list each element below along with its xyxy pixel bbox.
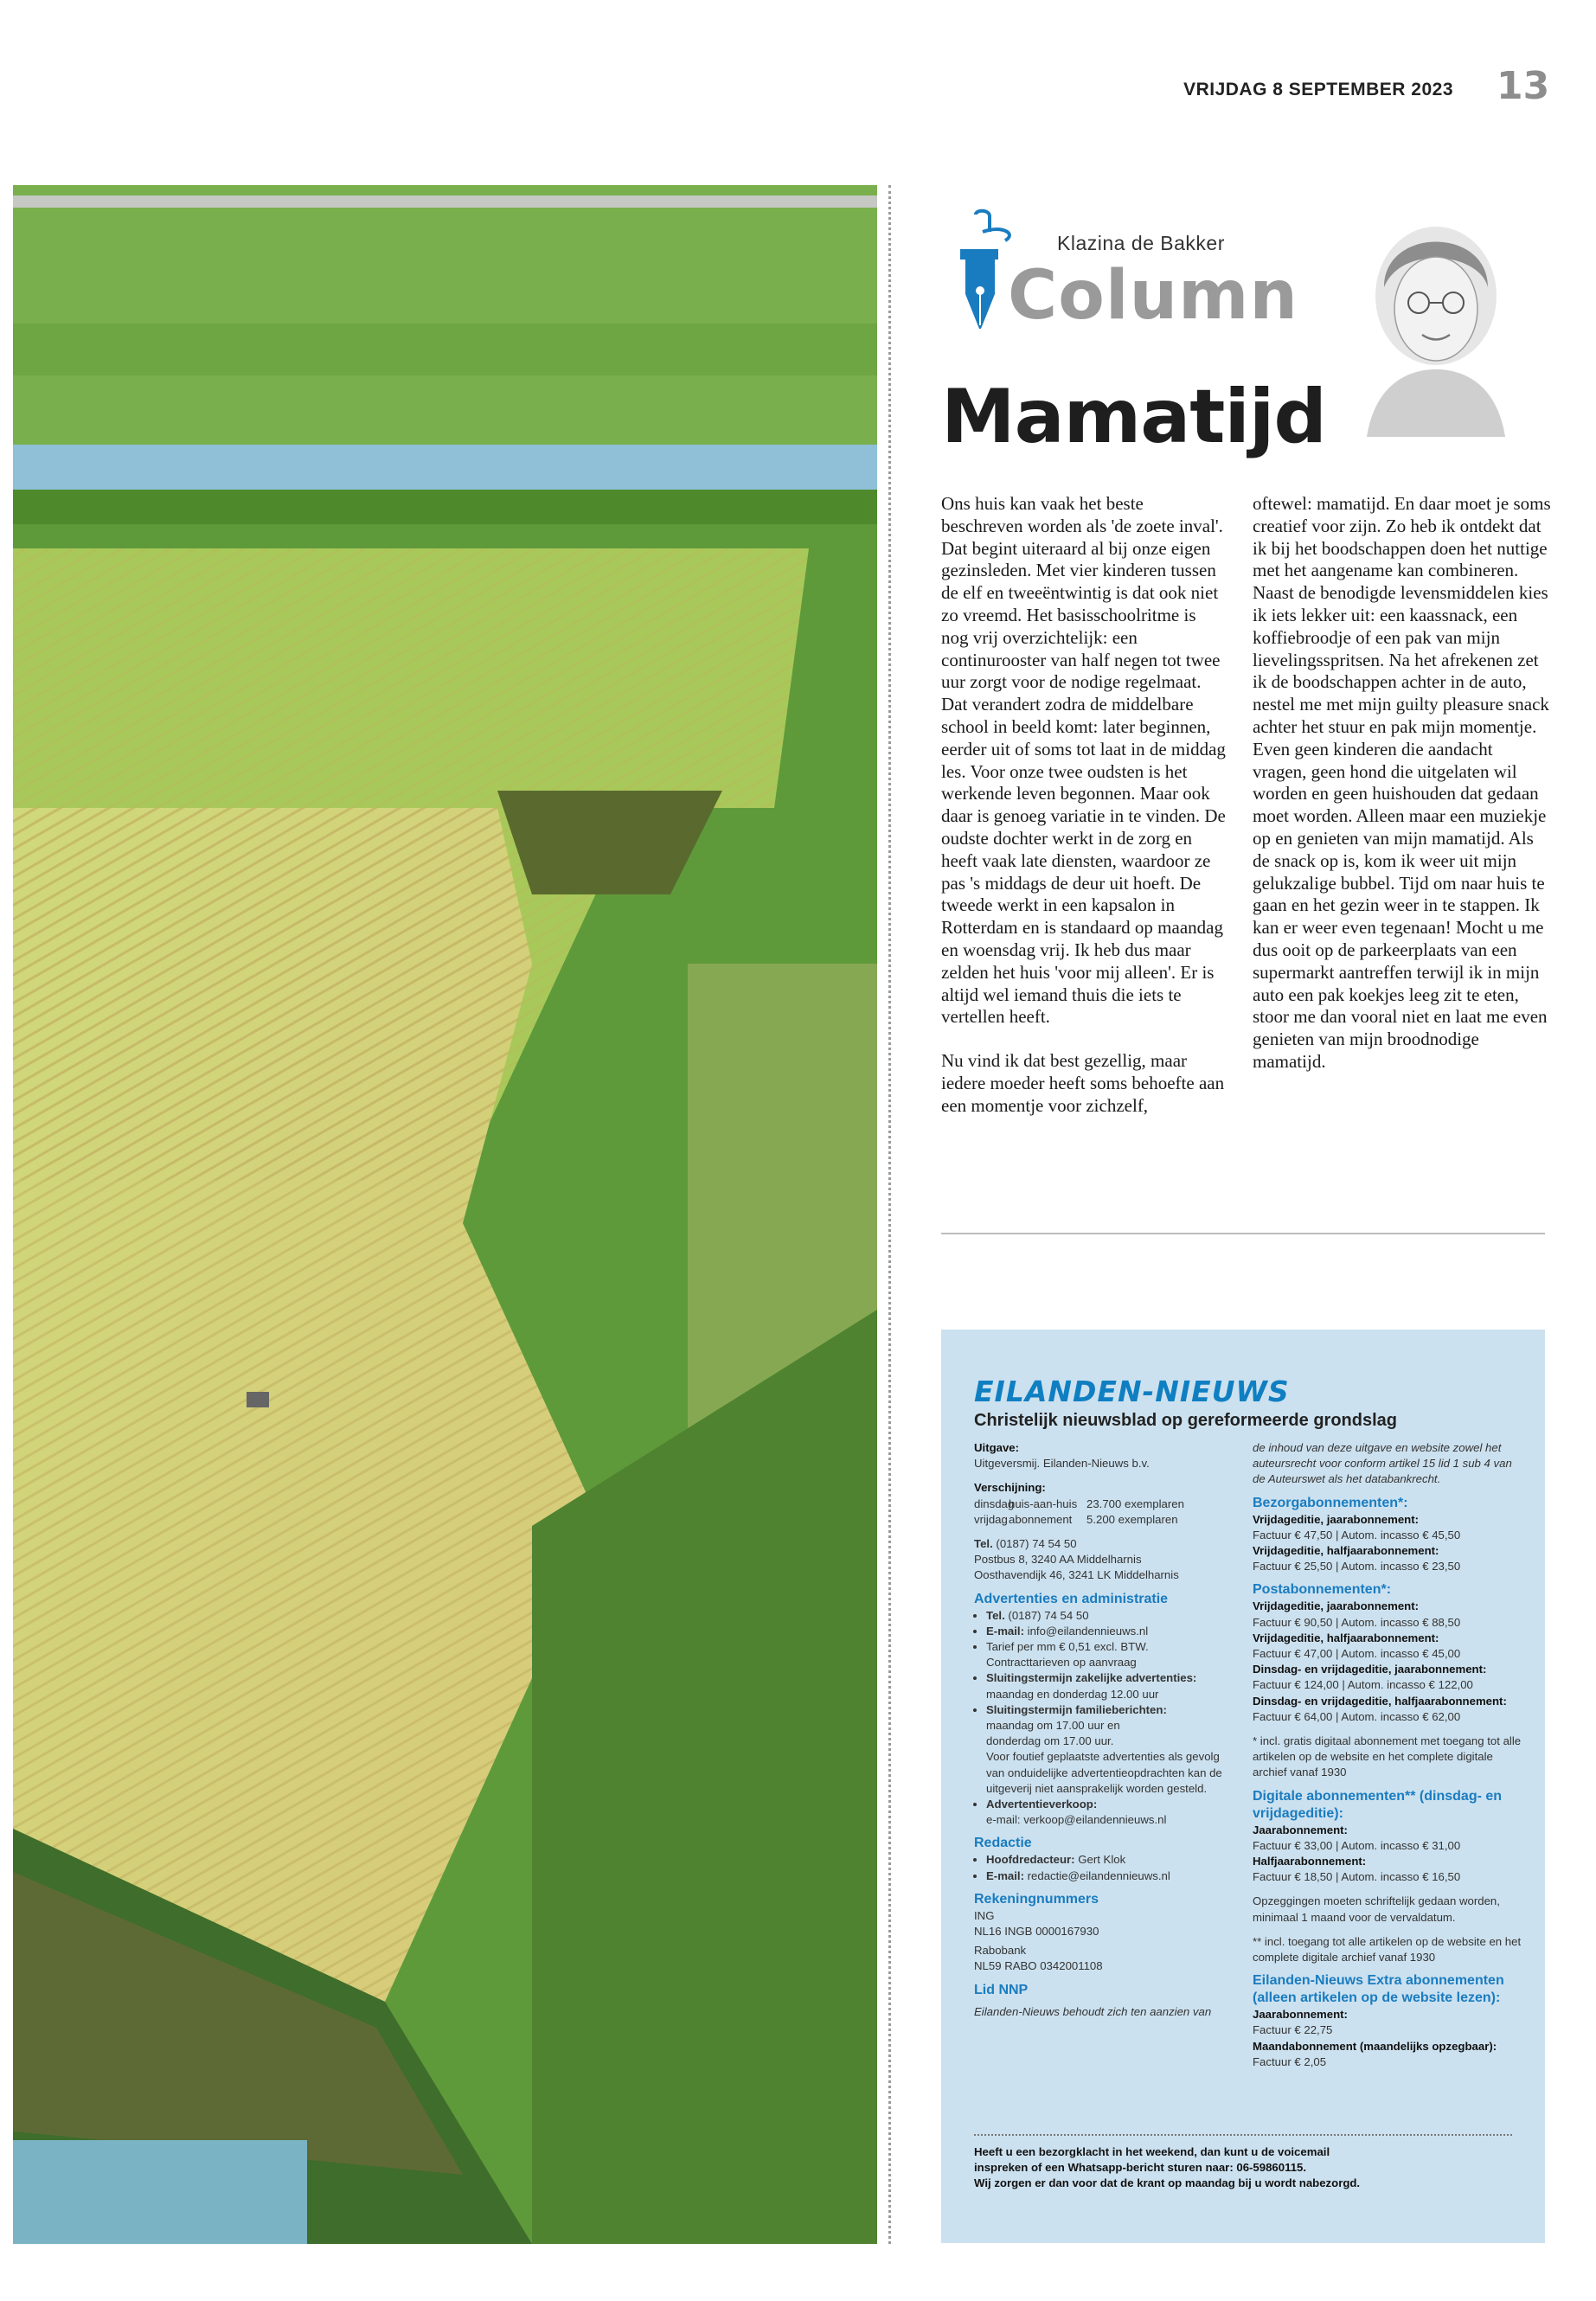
article-paragraph: Nu vind ik dat best gezellig, maar iedere moeder heeft soms behoefte aan een momentje voor zichzelf, <box>941 1050 1225 1116</box>
digi-heading: Digitale abonnementen** (dinsdag- en vrijdageditie): <box>1253 1788 1503 1821</box>
adv-tel-label: Tel. <box>986 1608 1005 1622</box>
sub-label: Jaarabonnement: <box>1253 2008 1348 2022</box>
sluit-familie <box>986 1702 1225 1797</box>
address-postbus: Postbus 8, 3240 AA Middelharnis <box>974 1553 1142 1567</box>
page-number: 13 <box>1497 64 1550 108</box>
post-note: * incl. gratis digitaal abonnement met toegang tot alle artikelen op de website en het complete digitale archief vanaf 1930 <box>1253 1734 1522 1779</box>
bank-rabo: Rabobank <box>974 1944 1027 1958</box>
verschijning-count: 23.700 exemplaren <box>1086 1497 1184 1510</box>
red-email-label: E-mail: <box>986 1868 1024 1882</box>
sub-price: Factuur € 64,00 | Autom. incasso € 62,00 <box>1253 1709 1461 1723</box>
bank-ing: ING <box>974 1908 995 1922</box>
colofon-right-column <box>1253 1440 1525 2070</box>
hoofdredacteur <box>986 1852 1225 1868</box>
post-heading: Postabonnementen*: <box>1253 1582 1392 1598</box>
column-headline: Mamatijd <box>941 374 1326 460</box>
verkoop-email-link[interactable]: e-mail: verkoop@eilandennieuws.nl <box>986 1813 1167 1827</box>
newspaper-tagline: Christelijk nieuwsblad op gereformeerde grondslag <box>974 1411 1397 1430</box>
colofon-box <box>941 1330 1545 2243</box>
opzeg-note: Opzeggingen moeten schriftelijk gedaan worden, minimaal 1 maand voor de vervaldatum. <box>1253 1894 1500 1924</box>
sluit-zak-value: maandag en donderdag 12.00 uur <box>986 1687 1159 1701</box>
adv-contract-text: Contracttarieven op aanvraag <box>986 1656 1137 1670</box>
uitgave-value: Uitgeversmij. Eilanden-Nieuws b.v. <box>974 1457 1150 1471</box>
redactie-heading: Redactie <box>974 1836 1032 1851</box>
sluit-fam-2: donderdag om 17.00 uur. <box>986 1734 1114 1748</box>
sub-price: Factuur € 124,00 | Autom. incasso € 122,00 <box>1253 1678 1473 1692</box>
sub-label: Vrijdageditie, halfjaarabonnement: <box>1253 1544 1439 1558</box>
column-label: Column <box>1008 257 1298 335</box>
adv-email <box>986 1624 1225 1639</box>
article-column-2 <box>1253 493 1551 1095</box>
sub-label: Dinsdag- en vrijdageditie, halfjaarabonnement: <box>1253 1694 1507 1708</box>
column-divider <box>888 185 891 2244</box>
telephone <box>974 1536 1225 1552</box>
sluit-fam-label: Sluitingstermijn familieberichten: <box>986 1702 1167 1716</box>
sluit-zak-label: Sluitingstermijn zakelijke advertenties: <box>986 1671 1197 1685</box>
sluit-fam-1: maandag om 17.00 uur en <box>986 1719 1120 1733</box>
complaint-notice <box>974 2144 1519 2191</box>
sub-label: Vrijdageditie, halfjaarabonnement: <box>1253 1631 1439 1644</box>
sub-label: Halfjaarabonnement: <box>1253 1855 1367 1868</box>
adv-email-label: E-mail: <box>986 1624 1024 1638</box>
aerial-fortress-photo <box>13 185 877 2244</box>
adv-email-link[interactable]: info@eilandennieuws.nl <box>1027 1624 1149 1638</box>
advertenties-heading: Advertenties en administratie <box>974 1591 1169 1606</box>
sluit-fam-3: Voor foutief geplaatste advertenties als gevolg van onduidelijke advertentieopdrachten kan de uitgeverij niet aansprakelijk worden gesteld. <box>986 1750 1222 1795</box>
tel-value: (0187) 74 54 50 <box>996 1537 1077 1551</box>
bank-ing-nr: NL16 INGB 0000167930 <box>974 1925 1099 1939</box>
complaint-line: inspreken of een Whatsapp-bericht sturen naar: 06-59860115. <box>974 2161 1307 2174</box>
colofon-dotted-divider <box>974 2134 1512 2136</box>
sub-label: Maandabonnement (maandelijks opzegbaar): <box>1253 2039 1497 2053</box>
bank-rabo-nr: NL59 RABO 0342001108 <box>974 1959 1103 1973</box>
verschijning-day: vrijdag <box>974 1512 1008 1526</box>
lid-nnp-heading: Lid NNP <box>974 1982 1029 1997</box>
sub-price: Factuur € 2,05 <box>1253 2054 1327 2068</box>
sub-price: Factuur € 90,50 | Autom. incasso € 88,50 <box>1253 1615 1461 1629</box>
sub-price: Factuur € 47,50 | Autom. incasso € 45,50 <box>1253 1528 1461 1541</box>
red-email-link[interactable]: redactie@eilandennieuws.nl <box>1027 1868 1170 1882</box>
verkoop-label: Advertentieverkoop: <box>986 1798 1098 1811</box>
verschijning-type: abonnement <box>1009 1512 1073 1526</box>
issue-date: VRIJDAG 8 SEPTEMBER 2023 <box>1183 80 1453 99</box>
hoofdred-label: Hoofdredacteur: <box>986 1853 1075 1867</box>
bezorg-heading: Bezorgabonnementen*: <box>1253 1495 1408 1510</box>
section-divider <box>941 1233 1545 1234</box>
sub-label: Vrijdageditie, jaarabonnement: <box>1253 1512 1419 1526</box>
address-street: Oosthavendijk 46, 3241 LK Middelharnis <box>974 1568 1179 1582</box>
article-paragraph: oftewel: mamatijd. En daar moet je soms creatief voor zijn. Zo heb ik ontdekt dat ik bij het boodschappen doen het nuttige met het aangename kan combineren. Naast de benodigde levensmiddelen kies ik iets lekker uit: een kaassnack, een koffiebroodje of een pak van mijn lievelingsspritsen. Na het afrekenen zet ik de boodschappen achter in de auto, nestel me met mijn guilty pleasure snack achter het stuur en pak mijn momentje. Even geen kinderen die aandacht vragen, geen hond die uitgelaten wil worden en geen huishouden dat gedaan moet worden. Alleen maar een muziekje op en genieten van mijn mamatijd. Als de snack op is, kom ik weer uit mijn gelukzalige bubbel. Tijd om naar huis te gaan en het gezin weer in te stappen. Ik kan er weer even tegenaan! Mocht u me dus ooit op de parkeerplaats van een supermarkt aantreffen terwijl ik in mijn auto een pak koekjes leeg zit te eten, stoor me dan vooral niet en laat me even genieten van mijn broodnodige mamatijd. <box>1253 493 1551 1072</box>
rights-text-cont: de inhoud van deze uitgave en website zowel het auteursrecht voor conform artikel 15 lid 1 sub 4 van de Auteurswet als het databankrecht. <box>1253 1441 1512 1486</box>
column-author: Klazina de Bakker <box>1057 232 1225 254</box>
author-portrait <box>1349 192 1522 437</box>
sub-price: Factuur € 18,50 | Autom. incasso € 16,50 <box>1253 1870 1461 1884</box>
complaint-line: Wij zorgen er dan voor dat de krant op maandag bij u wordt nabezorgd. <box>974 2176 1361 2189</box>
sub-price: Factuur € 25,50 | Autom. incasso € 23,50 <box>1253 1560 1461 1574</box>
redactie-email <box>986 1868 1225 1884</box>
sub-label: Vrijdageditie, jaarabonnement: <box>1253 1599 1419 1613</box>
tel-label: Tel. <box>974 1537 993 1551</box>
digi-note: ** incl. toegang tot alle artikelen op de website en het complete digitale archief vanaf 1930 <box>1253 1934 1522 1965</box>
rights-text-start: Eilanden-Nieuws behoudt zich ten aanzien van <box>974 2004 1212 2018</box>
colofon-left-column <box>974 1440 1225 2020</box>
adv-tel-value: (0187) 74 54 50 <box>1008 1608 1089 1622</box>
verschijning-row <box>974 1512 1225 1528</box>
verschijning-type: huis-aan-huis <box>1009 1497 1078 1510</box>
adv-verkoop <box>986 1797 1225 1828</box>
sub-label: Jaarabonnement: <box>1253 1823 1348 1836</box>
verschijning-label: Verschijning: <box>974 1481 1046 1495</box>
complaint-line: Heeft u een bezorgklacht in het weekend, dan kunt u de voicemail <box>974 2145 1330 2158</box>
adv-tarief-text: Tarief per mm € 0,51 excl. BTW. <box>986 1640 1149 1654</box>
hoofdred-value: Gert Klok <box>1078 1853 1126 1867</box>
verschijning-day: dinsdag <box>974 1497 1015 1510</box>
sluit-zakelijk <box>986 1670 1225 1702</box>
verschijning-row <box>974 1497 1225 1512</box>
uitgave-label: Uitgave: <box>974 1441 1020 1454</box>
adv-tel <box>986 1608 1225 1624</box>
sub-price: Factuur € 47,00 | Autom. incasso € 45,00 <box>1253 1647 1461 1661</box>
rekening-heading: Rekeningnummers <box>974 1891 1099 1907</box>
article-paragraph: Ons huis kan vaak het beste beschreven worden als 'de zoete inval'. Dat begint uiteraard al bij onze eigen gezinsleden. Met vier kinderen tussen de elf en tweeëntwintig is dat ook niet zo vreemd. Het basisschoolritme is nog vrij overzichtelijk: een continurooster van half negen tot twee uur zorgt voor de nodige regelmaat. Dat verandert zodra de middelbare school in beeld komt: later beginnen, eerder uit of soms tot laat in de middag les. Voor onze twee oudsten is het werkende leven begonnen. Maar ook daar is genoeg variatie in te vinden. De oudste dochter werkt in de zorg en heeft vaak late diensten, waardoor ze pas 's middags de deur uit hoeft. De tweede werkt in een kapsalon in Rotterdam en is standaard op maandag en woensdag vrij. Ik heb dus maar zelden het huis 'voor mij alleen'. Er is altijd wel iemand thuis die iets te vertellen heeft. <box>941 493 1226 1028</box>
sub-label: Dinsdag- en vrijdageditie, jaarabonnement: <box>1253 1663 1487 1676</box>
newspaper-logo: EILANDEN-NIEUWS <box>974 1375 1290 1408</box>
adv-tarief <box>986 1639 1225 1670</box>
verschijning-count: 5.200 exemplaren <box>1086 1512 1178 1526</box>
sub-price: Factuur € 22,75 <box>1253 2023 1333 2037</box>
article-column-1 <box>941 493 1227 1139</box>
sub-price: Factuur € 33,00 | Autom. incasso € 31,00 <box>1253 1838 1461 1852</box>
extra-heading: Eilanden-Nieuws Extra abonnementen (alleen artikelen op de website lezen): <box>1253 1973 1504 2006</box>
